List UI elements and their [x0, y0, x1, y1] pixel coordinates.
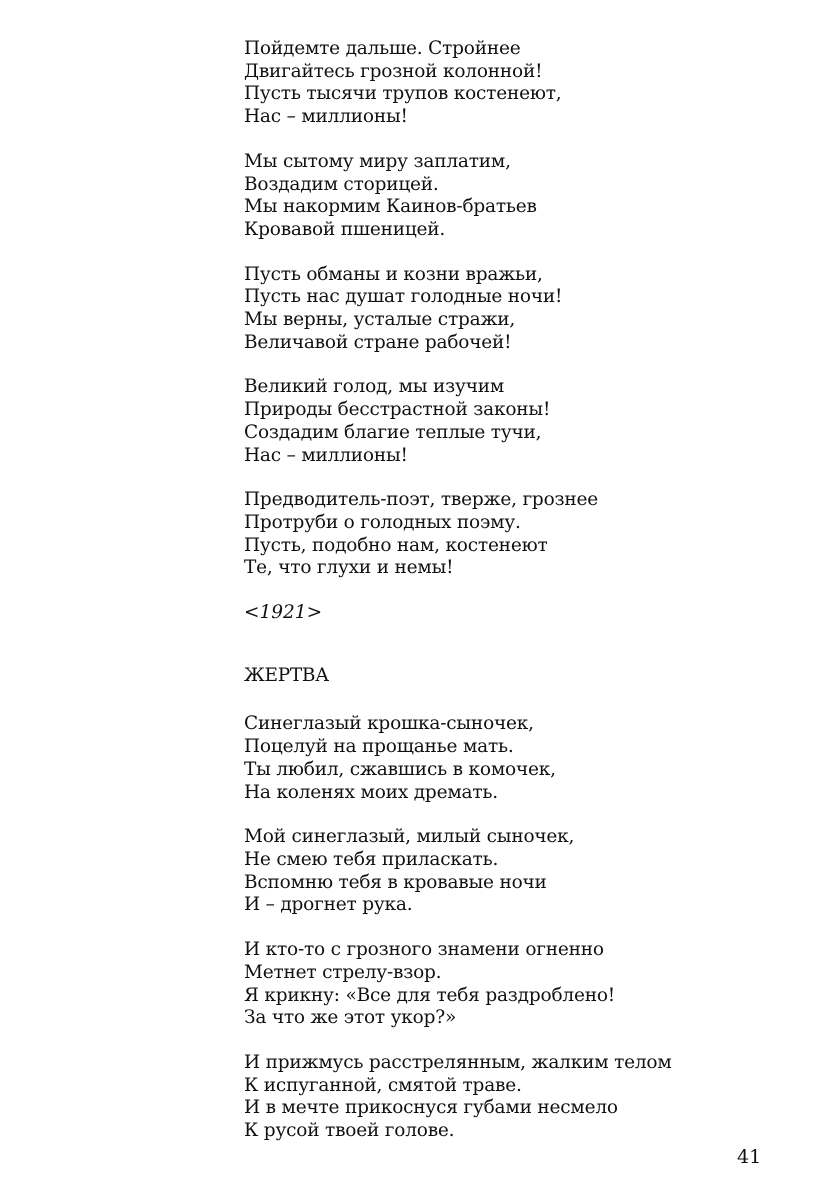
- verse-line: Природы бесстрастной законы!: [244, 399, 551, 421]
- stanza: [244, 826, 764, 917]
- verse-line: Мой синеглазый, милый сыночек,: [244, 826, 575, 848]
- verse-line: На коленях моих дремать.: [244, 781, 498, 803]
- stanza: [244, 713, 764, 804]
- verse-line: Я крикну: «Все для тебя раздроблено!: [244, 984, 615, 1006]
- stanza: [244, 1052, 764, 1143]
- verse-line: Нас – миллионы!: [244, 106, 408, 128]
- verse-line: Пусть тысячи трупов костенеют,: [244, 83, 562, 105]
- verse-line: Нас – миллионы!: [244, 444, 408, 466]
- verse-line: Пусть нас душат голодные ночи!: [244, 286, 563, 308]
- verse-line: И кто-то с грозного знамени огненно: [244, 939, 604, 961]
- verse-line: Великий голод, мы изучим: [244, 376, 505, 398]
- verse-line: Те, что глухи и немы!: [244, 557, 454, 579]
- verse-line: За что же этот укор?»: [244, 1007, 457, 1029]
- stanza: [244, 489, 764, 580]
- verse-line: Мы верны, усталые стражи,: [244, 309, 516, 331]
- text-column: [244, 38, 764, 1165]
- verse-line: К испуганной, смятой траве.: [244, 1074, 522, 1096]
- verse-line: Пусть обманы и козни вражьи,: [244, 263, 543, 285]
- stanza: [244, 151, 764, 242]
- verse-line: Ты любил, сжавшись в комочек,: [244, 758, 556, 780]
- verse-line: Воздадим сторицей.: [244, 173, 439, 195]
- verse-line: Пойдемте дальше. Стройнее: [244, 38, 521, 59]
- stanza: [244, 264, 764, 355]
- poem-date: <1921>: [244, 602, 323, 624]
- page-number: 41: [737, 1146, 762, 1168]
- verse-line: Синеглазый крошка-сыночек,: [244, 713, 534, 735]
- verse-line: Пусть, подобно нам, костенеют: [244, 534, 548, 556]
- verse-line: Мы накормим Каинов-братьев: [244, 196, 537, 218]
- verse-line: К русой твоей голове.: [244, 1120, 455, 1142]
- poem-1: [244, 38, 764, 625]
- verse-line: Протруби о голодных поэму.: [244, 511, 521, 533]
- verse-line: Кровавой пшеницей.: [244, 218, 446, 240]
- poem-2: [244, 665, 764, 1143]
- verse-line: И прижмусь расстрелянным, жалким телом: [244, 1051, 672, 1073]
- stanza: [244, 939, 764, 1030]
- verse-line: Двигайтесь грозной колонной!: [244, 60, 543, 82]
- verse-line: Поцелуй на прощанье мать.: [244, 736, 514, 758]
- verse-line: Не смею тебя приласкать.: [244, 848, 499, 870]
- verse-line: Метнет стрелу-взор.: [244, 961, 442, 983]
- verse-line: Мы сытому миру заплатим,: [244, 150, 511, 172]
- stanza: [244, 38, 764, 129]
- poem-title: ЖЕРТВА: [244, 664, 329, 686]
- verse-line: Предводитель-поэт, тверже, грознее: [244, 489, 599, 511]
- verse-line: Величавой стране рабочей!: [244, 331, 512, 353]
- verse-line: Вспомню тебя в кровавые ночи: [244, 871, 547, 893]
- verse-line: Создадим благие теплые тучи,: [244, 421, 542, 443]
- stanza: [244, 376, 764, 467]
- verse-line: И в мечте прикоснуся губами несмело: [244, 1097, 618, 1119]
- verse-line: И – дрогнет рука.: [244, 894, 413, 916]
